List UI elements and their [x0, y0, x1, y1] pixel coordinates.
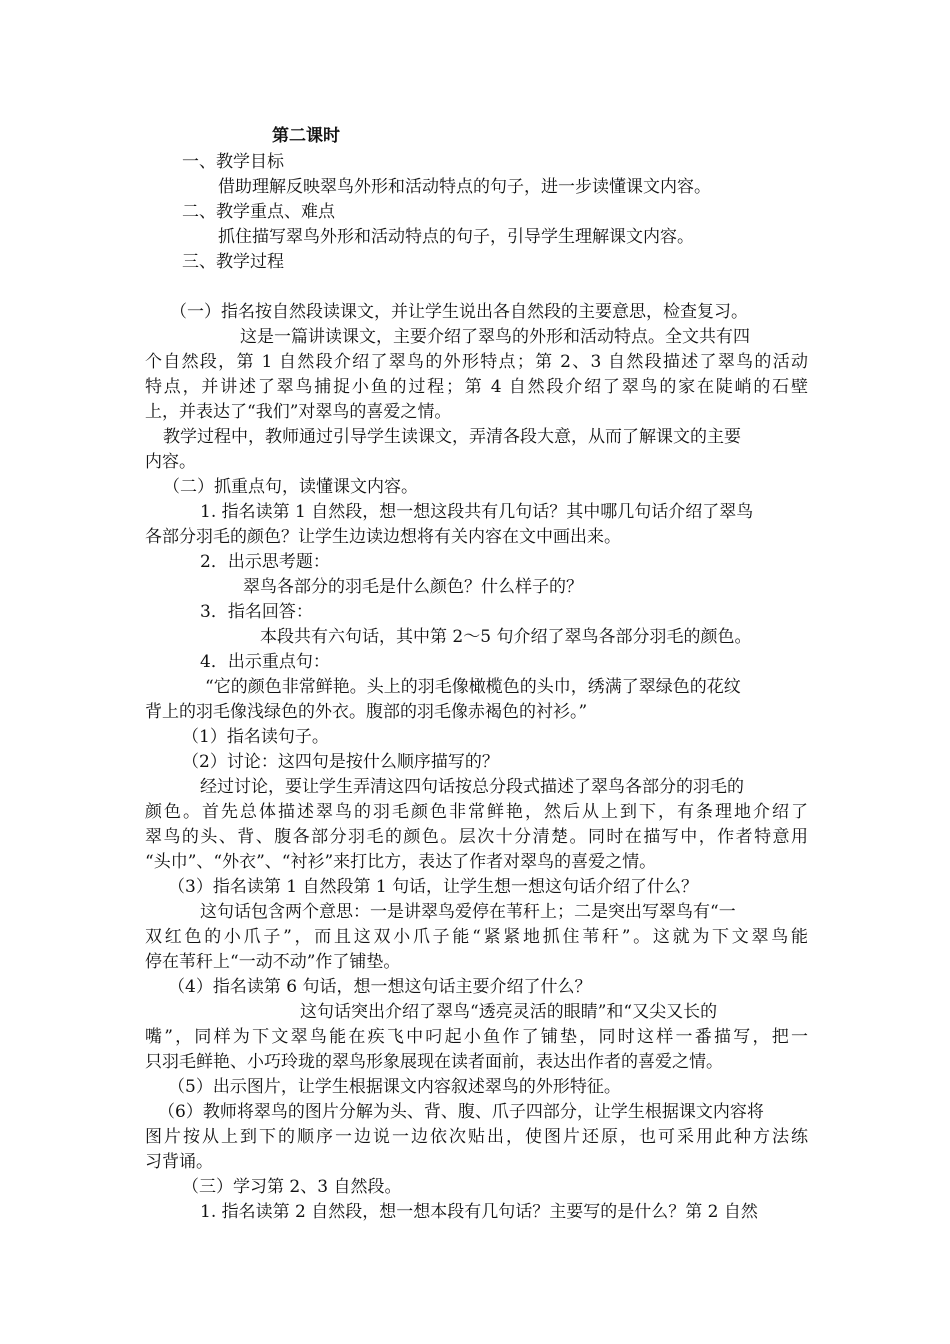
body-line: 2．出示思考题：	[200, 552, 330, 572]
body-line: 3．指名回答：	[200, 602, 313, 622]
body-line: 1. 指名读第 1 自然段，想一想这段共有几句话？其中哪几句话介绍了翠鸟	[200, 502, 754, 522]
body-line: 特点，并讲述了翠鸟捕捉小鱼的过程；第 4 自然段介绍了翠鸟的家在陡峭的石壁	[145, 377, 808, 397]
body-line: （1）指名读句子。	[182, 727, 329, 747]
section-heading-objectives: 一、教学目标	[182, 152, 284, 172]
lesson-title: 第二课时	[272, 126, 340, 146]
body-line: 停在苇秆上“一动不动”作了铺垫。	[145, 952, 401, 972]
body-line: 颜色。首先总体描述翠鸟的羽毛颜色非常鲜艳，然后从上到下，有条理地介绍了	[145, 802, 808, 822]
body-line: 经过讨论，要让学生弄清这四句话按总分段式描述了翠鸟各部分的羽毛的	[200, 777, 744, 797]
body-line: （4）指名读第 6 句话，想一想这句话主要介绍了什么？	[168, 977, 592, 997]
body-line: （5）出示图片，让学生根据课文内容叙述翠鸟的外形特征。	[168, 1077, 621, 1097]
body-line: 翠鸟的头、背、腹各部分羽毛的颜色。层次十分清楚。同时在描写中，作者特意用	[145, 827, 808, 847]
section-heading-process: 三、教学过程	[182, 252, 284, 272]
body-line: 这句话突出介绍了翠鸟“透亮灵活的眼睛”和“又尖又长的	[300, 1002, 718, 1022]
body-line: （3）指名读第 1 自然段第 1 句话，让学生想一想这句话介绍了什么？	[168, 877, 699, 897]
body-line: 这是一篇讲读课文，主要介绍了翠鸟的外形和活动特点。全文共有四	[240, 327, 750, 347]
section-heading-keypoints: 二、教学重点、难点	[182, 202, 335, 222]
body-line: 上，并表达了“我们”对翠鸟的喜爱之情。	[145, 402, 452, 422]
body-line: 本段共有六句话，其中第 2～5 句介绍了翠鸟各部分羽毛的颜色。	[260, 627, 752, 647]
body-line: 这句话包含两个意思：一是讲翠鸟爱停在苇秆上；二是突出写翠鸟有“一	[200, 902, 736, 922]
body-line: 内容。	[145, 452, 196, 472]
body-line: （三）学习第 2、3 自然段。	[182, 1177, 402, 1197]
body-line: （6）教师将翠鸟的图片分解为头、背、腹、爪子四部分，让学生根据课文内容将	[158, 1102, 764, 1122]
body-line: 个自然段，第 1 自然段介绍了翠鸟的外形特点；第 2、3 自然段描述了翠鸟的活动	[145, 352, 808, 372]
body-line: “它的颜色非常鲜艳。头上的羽毛像橄榄色的头巾，绣满了翠绿色的花纹	[205, 677, 741, 697]
body-line: 背上的羽毛像浅绿色的外衣。腹部的羽毛像赤褐色的衬衫。”	[145, 702, 588, 722]
body-line: 习背诵。	[145, 1152, 213, 1172]
body-line: 只羽毛鲜艳、小巧玲珑的翠鸟形象展现在读者面前，表达出作者的喜爱之情。	[145, 1052, 723, 1072]
body-line: 双红色的小爪子”，而且这双小爪子能“紧紧地抓住苇秆”。这就为下文翠鸟能	[145, 927, 808, 947]
body-line: 各部分羽毛的颜色？让学生边读边想将有关内容在文中画出来。	[145, 527, 621, 547]
body-line: 教学过程中，教师通过引导学生读课文，弄清各段大意，从而了解课文的主要	[163, 427, 741, 447]
body-line: 图片按从上到下的顺序一边说一边依次贴出，使图片还原，也可采用此种方法练	[145, 1127, 808, 1147]
body-line: 4．出示重点句：	[200, 652, 330, 672]
body-line: （2）讨论：这四句是按什么顺序描写的？	[182, 752, 499, 772]
body-line: 嘴”，同样为下文翠鸟能在疾飞中叼起小鱼作了铺垫，同时这样一番描写，把一	[145, 1027, 808, 1047]
body-line: （一）指名按自然段读课文，并让学生说出各自然段的主要意思，检查复习。	[170, 302, 748, 322]
body-line: 1. 指名读第 2 自然段，想一想本段有几句话？主要写的是什么？第 2 自然	[200, 1202, 758, 1222]
body-line: 翠鸟各部分的羽毛是什么颜色？什么样子的？	[243, 577, 583, 597]
body-line: “头巾”、“外衣”、“衬衫”来打比方，表达了作者对翠鸟的喜爱之情。	[145, 852, 657, 872]
section-text-keypoints: 抓住描写翠鸟外形和活动特点的句子，引导学生理解课文内容。	[218, 227, 694, 247]
section-text-objectives: 借助理解反映翠鸟外形和活动特点的句子，进一步读懂课文内容。	[218, 177, 711, 197]
body-line: （二）抓重点句，读懂课文内容。	[163, 477, 418, 497]
